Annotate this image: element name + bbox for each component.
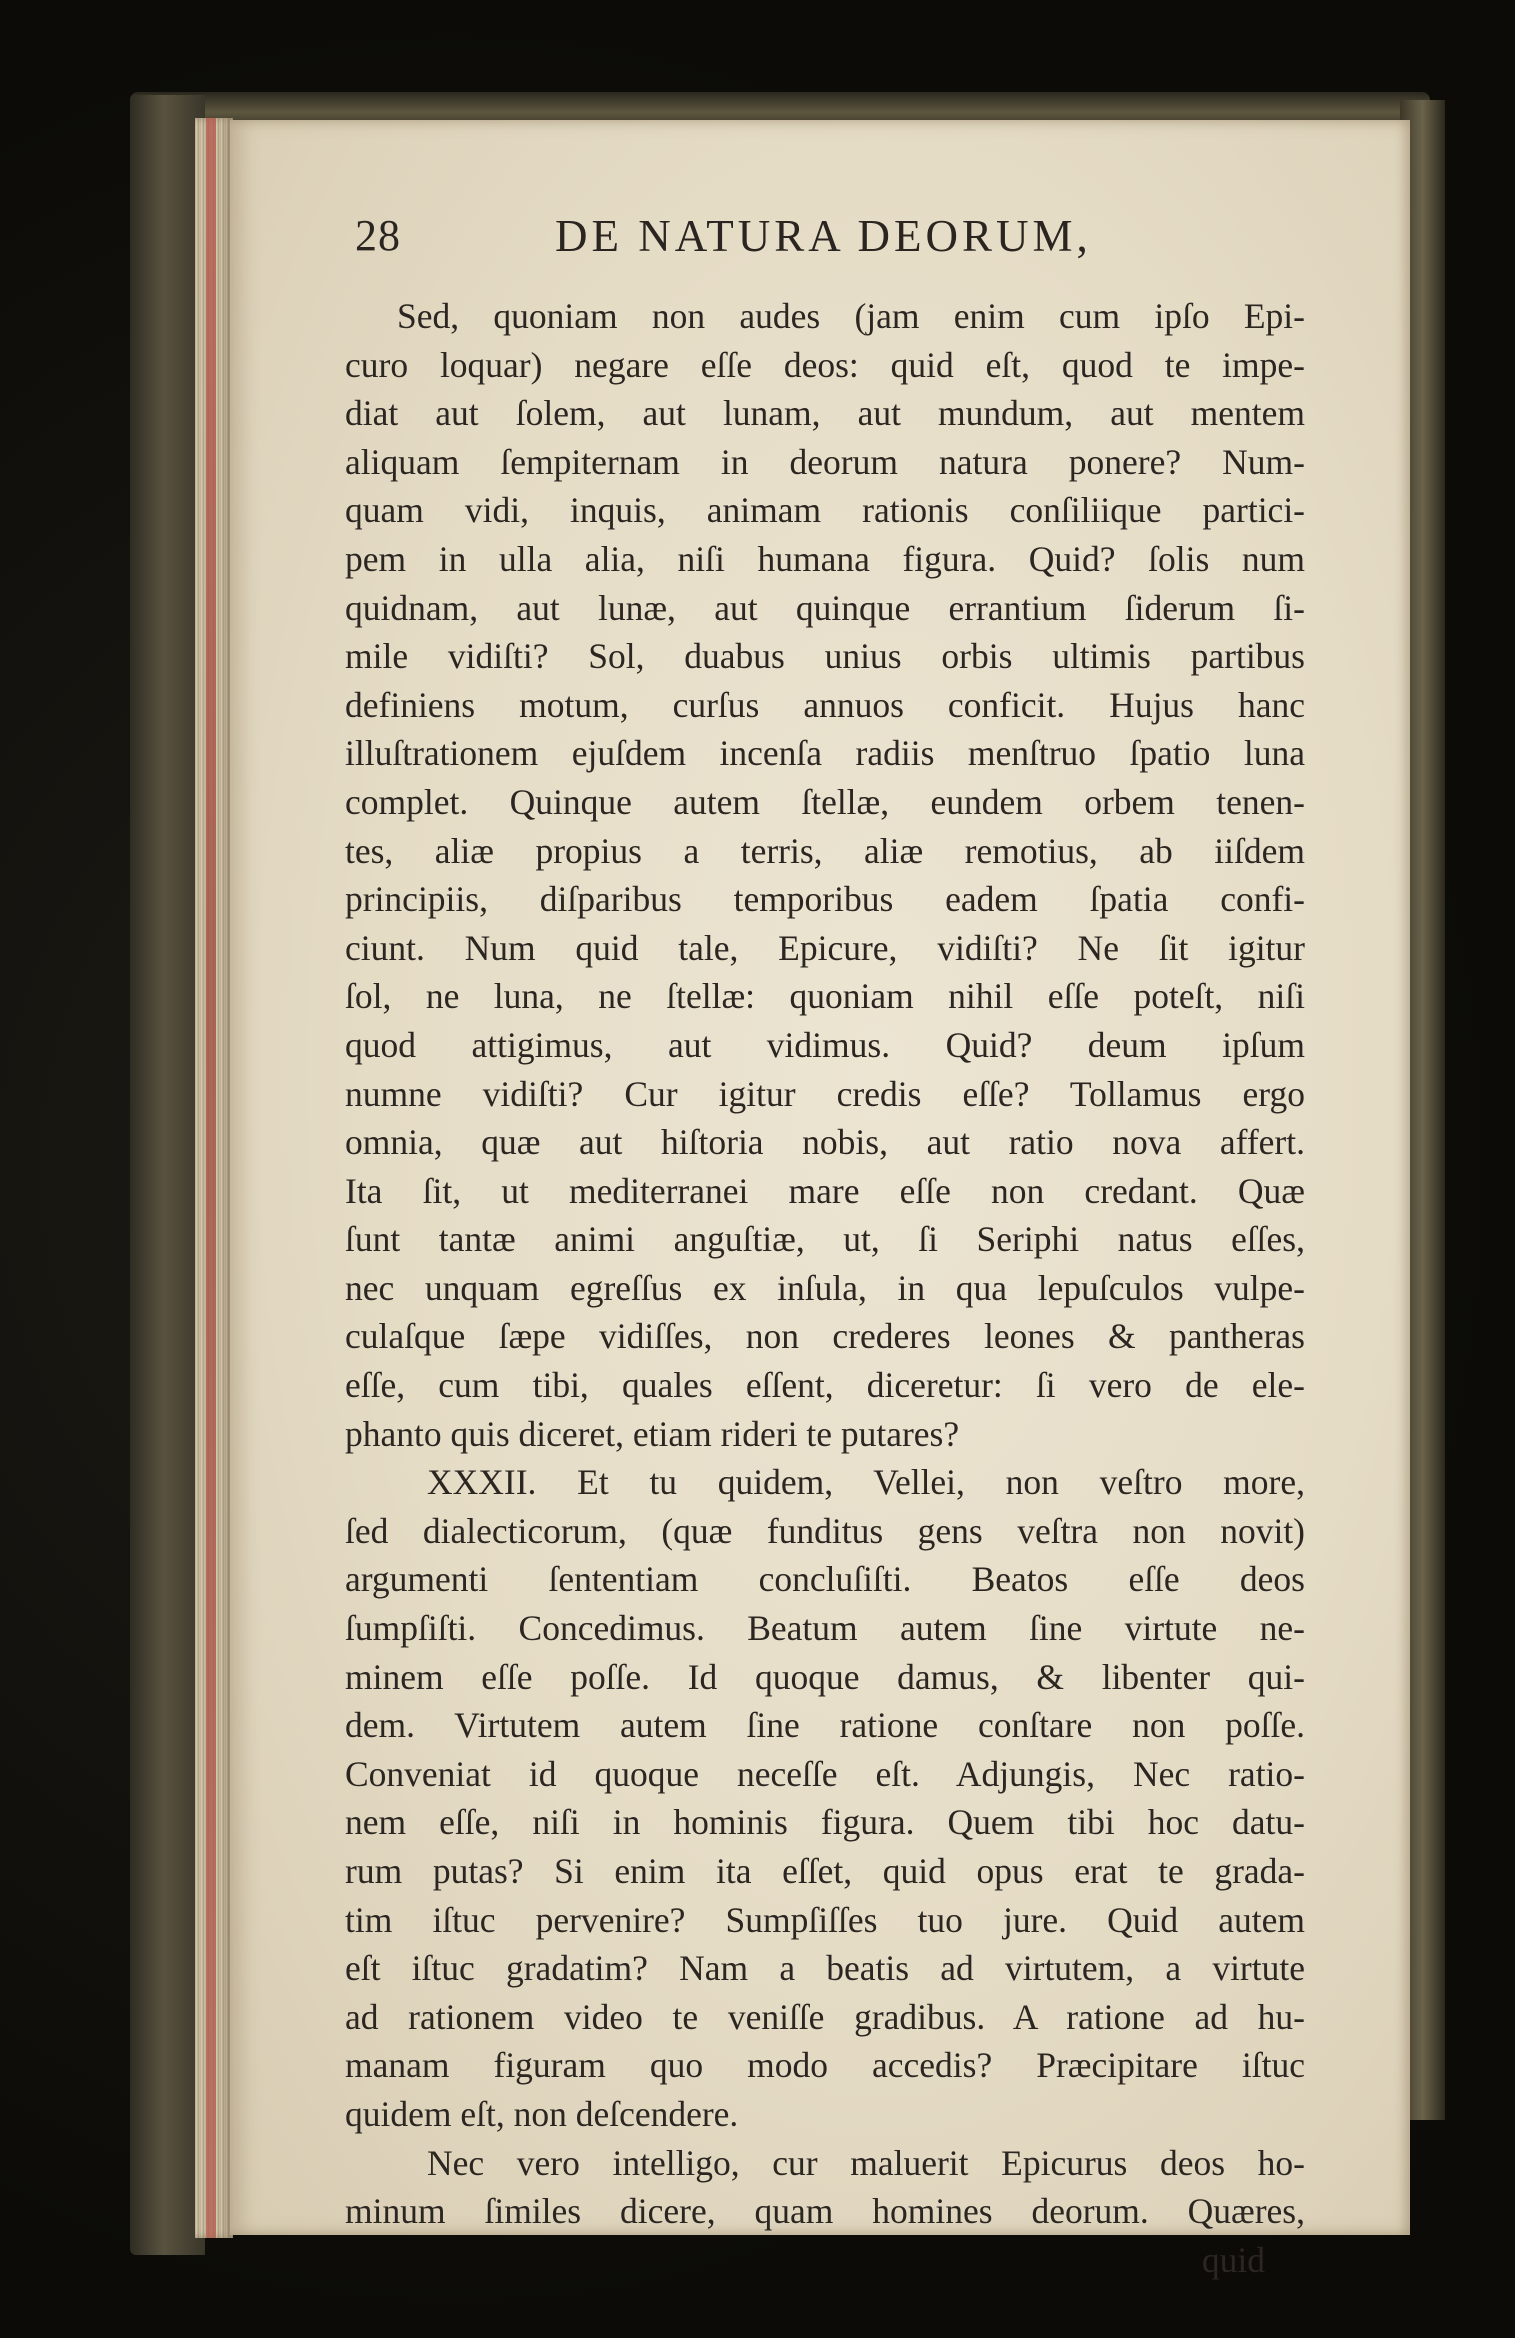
text-line: illuſtrationem ejuſdem incenſa radiis menſtruo ſpatio luna <box>345 733 1305 774</box>
text-line: minem eſſe poſſe. Id quoque damus, & libenter qui- <box>345 1656 1305 1697</box>
text-line: eſſe, cum tibi, quales eſſent, diceretur: ſi vero de ele- <box>345 1365 1305 1406</box>
text-line: tim iſtuc pervenire? Sumpſiſſes tuo jure. Quid autem <box>345 1899 1305 1940</box>
text-line: manam figuram quo modo accedis? Præcipitare iſtuc <box>345 2045 1305 2086</box>
text-line: quidem eſt, non deſcendere. <box>345 2093 739 2134</box>
text-line: complet. Quinque autem ſtellæ, eundem orbem tenen- <box>345 781 1305 822</box>
text-line: ſed dialecticorum, (quæ funditus gens veſtra non novit) <box>345 1510 1305 1551</box>
text-line: dem. Virtutem autem ſine ratione conſtare non poſſe. <box>345 1705 1305 1746</box>
text-line: definiens motum, curſus annuos conficit. Hujus hanc <box>345 684 1305 725</box>
text-line: nem eſſe, niſi in hominis figura. Quem tibi hoc datu- <box>345 1802 1305 1843</box>
text-line: diat aut ſolem, aut lunam, aut mundum, aut mentem <box>345 393 1305 434</box>
text-line: ciunt. Num quid tale, Epicure, vidiſti? Ne ſit igitur <box>345 927 1305 968</box>
running-title: DE NATURA DEORUM, <box>555 211 1092 261</box>
text-line: rum putas? Si enim ita eſſet, quid opus erat te grada- <box>345 1851 1305 1891</box>
text-line: culaſque ſæpe vidiſſes, non crederes leones & pantheras <box>345 1316 1305 1357</box>
red-page-edge <box>206 118 216 2238</box>
text-line: ſol, ne luna, ne ſtellæ: quoniam nihil eſſe poteſt, niſi <box>345 976 1305 1017</box>
text-line: ſumpſiſti. Concedimus. Beatum autem ſine virtute ne- <box>345 1608 1305 1649</box>
text-line: numne vidiſti? Cur igitur credis eſſe? Tollamus ergo <box>345 1073 1305 1114</box>
running-head <box>355 210 1355 270</box>
text-line: Nec vero intelligo, cur maluerit Epicurus deos ho- <box>427 2142 1305 2183</box>
text-line: eſt iſtuc gradatim? Nam a beatis ad virtutem, a virtute <box>345 1948 1305 1989</box>
text-line: omnia, quæ aut hiſtoria nobis, aut ratio nova affert. <box>345 1122 1305 1163</box>
text-line: ſunt tantæ animi anguſtiæ, ut, ſi Seriphi natus eſſes, <box>345 1219 1305 1260</box>
text-line: phanto quis diceret, etiam rideri te putares? <box>345 1413 960 1454</box>
text-line: Conveniat id quoque neceſſe eſt. Adjungis, Nec ratio- <box>345 1753 1305 1794</box>
text-line: principiis, diſparibus temporibus eadem ſpatia confi- <box>345 879 1305 920</box>
book-cover-spine <box>130 95 205 2255</box>
section-line: XXXII. Et tu quidem, Vellei, non veſtro more, <box>427 1462 1305 1503</box>
text-line: ad rationem video te veniſſe gradibus. A ratione ad hu- <box>345 1996 1305 2037</box>
text-line: tes, aliæ propius a terris, aliæ remotius, ab iiſdem <box>345 830 1305 871</box>
body-text <box>345 292 1305 2284</box>
text-line: Ita ſit, ut mediterranei mare eſſe non credant. Quæ <box>345 1170 1305 1211</box>
text-line: mile vidiſti? Sol, duabus unius orbis ultimis partibus <box>345 636 1305 677</box>
text-line: quod attigimus, aut vidimus. Quid? deum ipſum <box>345 1024 1305 1065</box>
text-line: nec unquam egreſſus ex inſula, in qua lepuſculos vulpe- <box>345 1267 1305 1308</box>
page-number: 28 <box>355 211 401 260</box>
text-line: minum ſimiles dicere, quam homines deorum. Quæres, <box>345 2191 1305 2232</box>
catchword: quid <box>1201 2239 1265 2280</box>
text-line: Sed, quoniam non audes (jam enim cum ipſo Epi- <box>397 296 1305 336</box>
text-line: quidnam, aut lunæ, aut quinque errantium ſiderum ſi- <box>345 587 1305 628</box>
text-line: argumenti ſententiam concluſiſti. Beatos eſſe deos <box>345 1559 1305 1600</box>
text-line: quam vidi, inquis, animam rationis conſiliique partici- <box>345 490 1305 531</box>
text-line: pem in ulla alia, niſi humana figura. Quid? ſolis num <box>345 538 1305 579</box>
text-line: aliquam ſempiternam in deorum natura ponere? Num- <box>345 441 1305 482</box>
text-line: curo loquar) negare eſſe deos: quid eſt, quod te impe- <box>345 344 1305 385</box>
